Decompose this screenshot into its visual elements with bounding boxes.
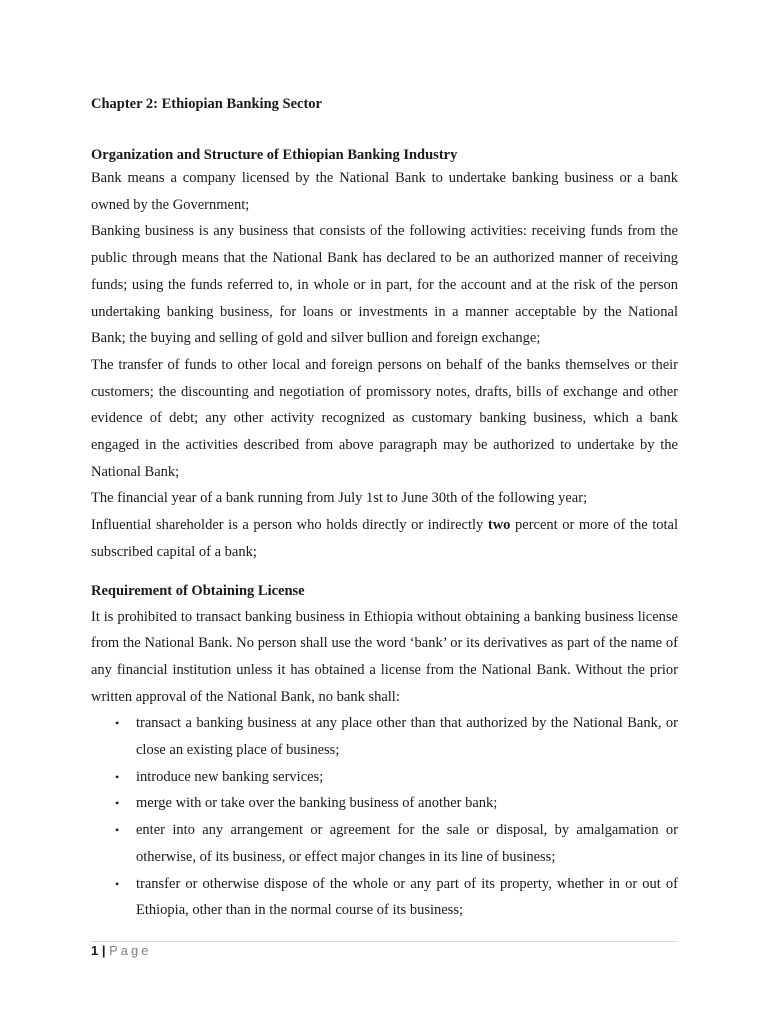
section-heading-license: Requirement of Obtaining License [91, 582, 305, 599]
footer-divider [91, 941, 678, 942]
bullet-icon: • [115, 796, 120, 811]
bullet-icon: • [115, 823, 120, 838]
list-item-text: transfer or otherwise dispose of the whole or any part of its property, whether in or out of Ethiopia, other than in the normal course of its business; [136, 875, 678, 919]
footer-separator: | [101, 943, 106, 958]
list-item [91, 871, 678, 924]
shareholder-text-before: Influential shareholder is a person who holds directly or indirectly [91, 517, 488, 534]
license-requirement-list [91, 710, 678, 924]
paragraph-financial-year: The financial year of a bank running from July 1st to June 30th of the following year; [91, 490, 588, 507]
chapter-title: Chapter 2: Ethiopian Banking Sector [91, 96, 322, 112]
page-number: 1 [91, 943, 99, 958]
bullet-icon: • [115, 716, 120, 731]
paragraph-bank-definition: Bank means a company licensed by the National Bank to undertake banking business or a bank owned by the Government; [91, 170, 678, 213]
list-item-text: merge with or take over the banking business of another bank; [136, 795, 498, 812]
list-item-text: transact a banking business at any place other than that authorized by the National Bank, or close an existing place of business; [136, 715, 678, 759]
paragraph-influential-shareholder [91, 512, 678, 565]
document-body [91, 146, 678, 924]
list-item-text: enter into any arrangement or agreement for the sale or disposal, by amalgamation or otherwise, of its business, or effect major changes in its line of business; [136, 822, 678, 865]
page-label: Page [109, 943, 152, 958]
shareholder-text-bold: two [487, 517, 511, 534]
bullet-icon: • [115, 769, 120, 784]
bullet-icon: • [115, 876, 120, 891]
list-item [91, 764, 678, 791]
paragraph-license-requirement: It is prohibited to transact banking business in Ethiopia without obtaining a banking business license from the National Bank. No person shall use the word ‘bank’ or its derivatives as part of the name of any financial institution unless it has obtained a license from the National Bank. Without the prior written approval of the National Bank, no bank shall: [91, 608, 678, 705]
paragraph-transfer-of-funds: The transfer of funds to other local and foreign persons on behalf of the banks themselves or their customers; the discounting and negotiation of promissory notes, drafts, bills of exchange and other evidence of debt; any other activity recognized as customary banking business, which a bank engaged in the activities described from above paragraph may be authorized to undertake by the National Bank; [91, 356, 678, 480]
shareholder-text-after: percent or more of the total subscribed capital of a bank; [91, 517, 678, 560]
paragraph-banking-business: Banking business is any business that consists of the following activities: receiving funds from the public through means that the National Bank has declared to be an authorized manner of receiving funds; using the funds referred to, in whole or in part, for the account and at the risk of the person undertaking banking business, for loans or investments in a manner acceptable by the National Bank; the buying and selling of gold and silver bullion and foreign exchange; [91, 223, 678, 347]
page-footer [91, 943, 152, 958]
list-item [91, 710, 678, 763]
section-heading-organization: Organization and Structure of Ethiopian Banking Industry [91, 147, 458, 163]
list-item [91, 790, 678, 817]
list-item-text: introduce new banking services; [136, 768, 324, 785]
list-item [91, 817, 678, 870]
